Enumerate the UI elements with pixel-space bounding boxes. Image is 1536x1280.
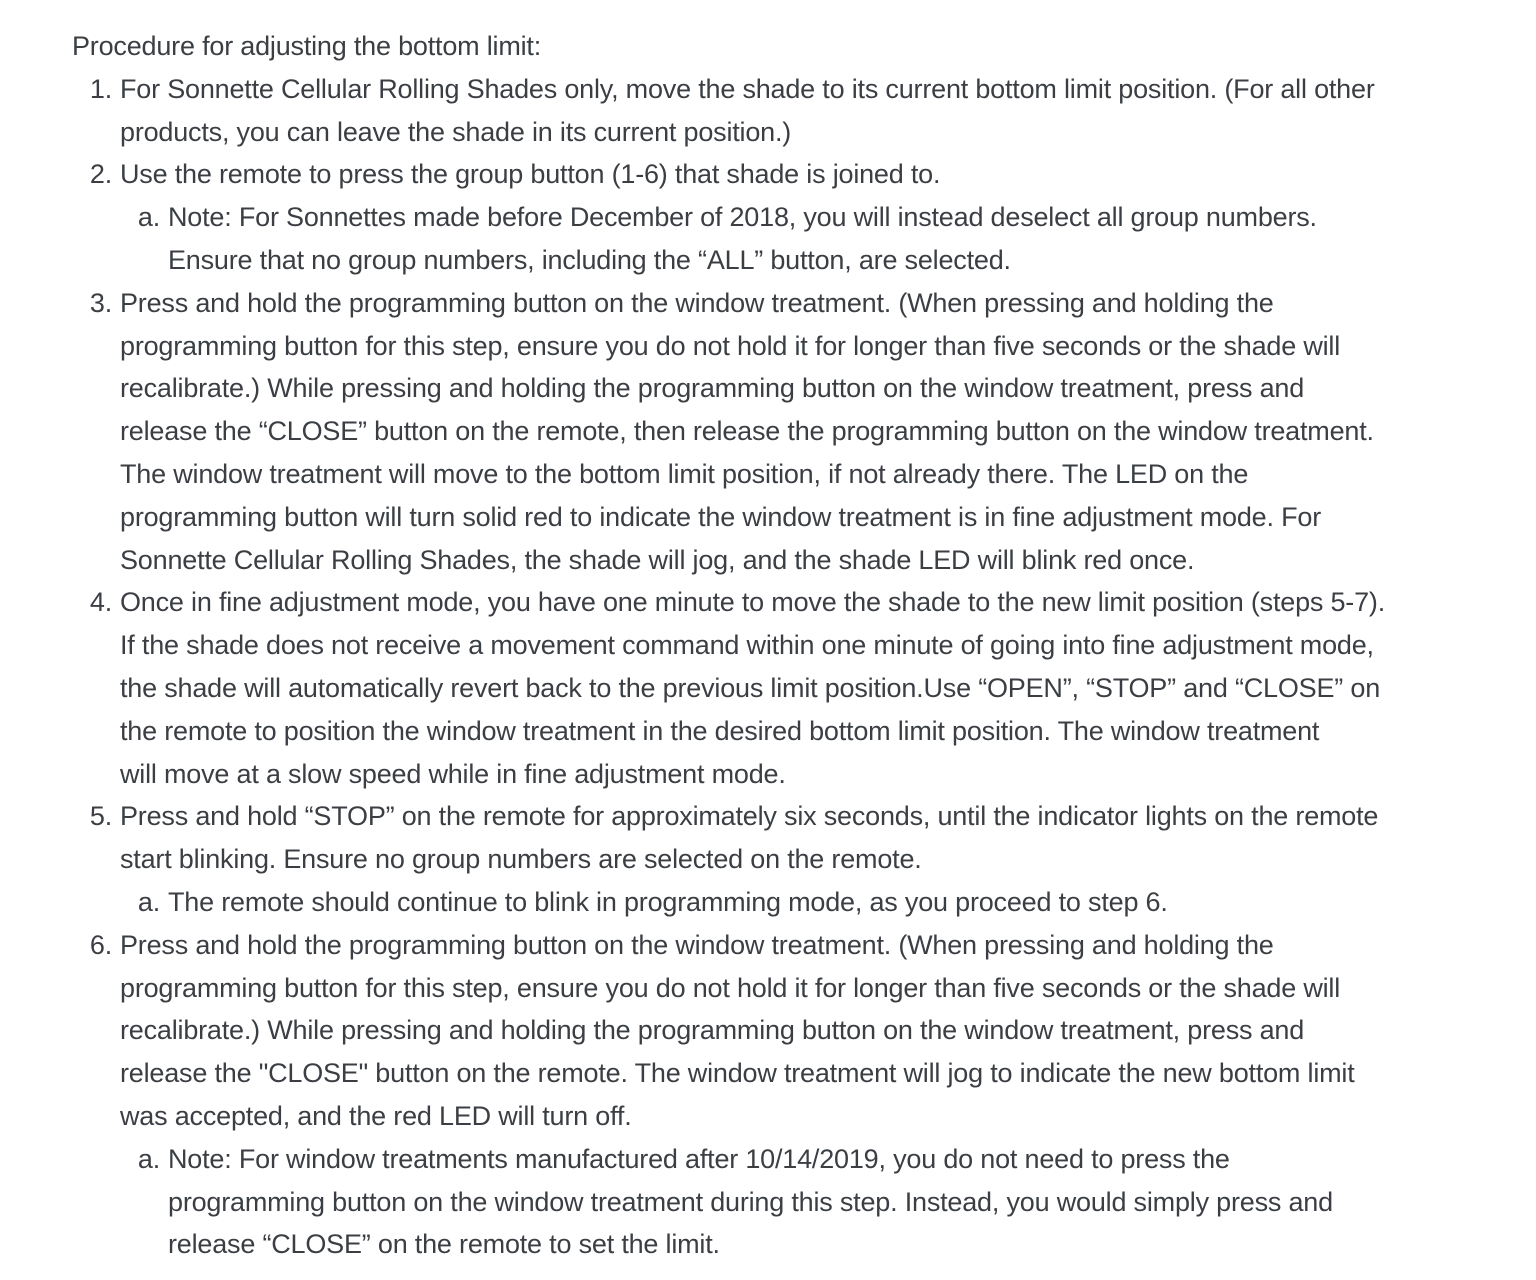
text-line: programming button for this step, ensure you do not hold it for longer than five seconds or the shade will [120, 330, 1341, 361]
procedure-list [72, 68, 1496, 1266]
list-marker: 6. [89, 929, 112, 960]
text-line: was accepted, and the red LED will turn off. [120, 1100, 632, 1131]
text-line: Ensure that no group numbers, including the “ALL” button, are selected. [168, 244, 1011, 275]
step-item [72, 924, 1496, 1138]
list-marker: a. [137, 1143, 160, 1174]
step-item [72, 581, 1496, 795]
text-line: release “CLOSE” on the remote to set the limit. [168, 1229, 720, 1260]
text-line: Press and hold the programming button on the window treatment. (When pressing and holding the [120, 929, 1274, 960]
list-marker: a. [137, 886, 160, 917]
text-line: Use the remote to press the group button (1-6) that shade is joined to. [120, 159, 941, 190]
text-line: programming button for this step, ensure you do not hold it for longer than five seconds or the shade will [120, 972, 1341, 1003]
list-marker: a. [137, 202, 160, 233]
list-marker: 5. [89, 801, 112, 832]
step-item [72, 153, 1496, 196]
text-line: recalibrate.) While pressing and holding the programming button on the window treatment, press and [120, 373, 1305, 404]
text-line: Press and hold the programming button on the window treatment. (When pressing and holding the [120, 287, 1274, 318]
text-line: programming button on the window treatment during this step. Instead, you would simply press and [168, 1186, 1333, 1217]
text-line: If the shade does not receive a movement command within one minute of going into fine adjustment mode, [120, 630, 1374, 661]
substep-item [72, 196, 1496, 282]
document-title: Procedure for adjusting the bottom limit: [72, 31, 542, 61]
text-line: release the "CLOSE" button on the remote. The window treatment will jog to indicate the new bottom limit [120, 1058, 1355, 1089]
text-line: will move at a slow speed while in fine adjustment mode. [120, 758, 786, 789]
list-marker: 4. [89, 587, 112, 618]
text-line: Once in fine adjustment mode, you have one minute to move the shade to the new limit position (steps 5-7). [120, 587, 1386, 618]
text-line: Sonnette Cellular Rolling Shades, the shade will jog, and the shade LED will blink red once. [120, 544, 1195, 575]
list-marker: 1. [89, 73, 112, 104]
text-line: Note: For Sonnettes made before December of 2018, you will instead deselect all group numbers. [168, 202, 1317, 233]
text-line: products, you can leave the shade in its current position.) [120, 116, 792, 147]
step-item [72, 68, 1496, 154]
text-line: the remote to position the window treatment in the desired bottom limit position. The window treatment [120, 715, 1320, 746]
text-line: For Sonnette Cellular Rolling Shades only, move the shade to its current bottom limit position. (For all other [120, 73, 1375, 104]
text-line: the shade will automatically revert back to the previous limit position.Use “OPEN”, “STOP” and “CLOSE” on [120, 672, 1381, 703]
text-line: The window treatment will move to the bottom limit position, if not already there. The LED on the [120, 458, 1249, 489]
step-item [72, 282, 1496, 582]
list-marker: 3. [89, 287, 112, 318]
text-line: start blinking. Ensure no group numbers are selected on the remote. [120, 844, 922, 875]
step-item [72, 795, 1496, 881]
text-line: Press and hold “STOP” on the remote for approximately six seconds, until the indicator lights on the remote [120, 801, 1379, 832]
text-line: recalibrate.) While pressing and holding the programming button on the window treatment, press and [120, 1015, 1305, 1046]
substep-item [72, 881, 1496, 924]
text-line: The remote should continue to blink in programming mode, as you proceed to step 6. [168, 886, 1168, 917]
text-line: release the “CLOSE” button on the remote, then release the programming button on the window treatment. [120, 416, 1374, 447]
substep-item [72, 1138, 1496, 1266]
text-line: Note: For window treatments manufactured after 10/14/2019, you do not need to press the [168, 1143, 1230, 1174]
list-marker: 2. [89, 159, 112, 190]
text-line: programming button will turn solid red to indicate the window treatment is in fine adjustment mode. For [120, 501, 1321, 532]
